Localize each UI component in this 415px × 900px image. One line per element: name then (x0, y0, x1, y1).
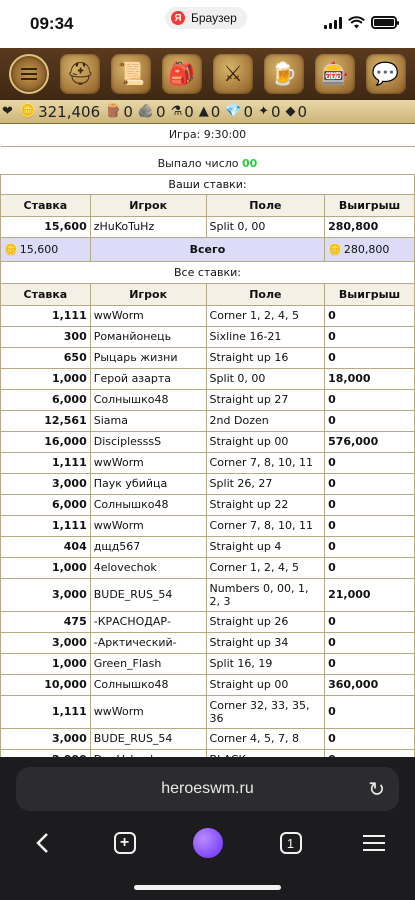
back-button[interactable] (22, 823, 62, 863)
field-cell: Straight up 26 (206, 611, 325, 632)
bet-cell: 1,000 (1, 557, 91, 578)
bet-cell: 475 (1, 611, 91, 632)
resource-value: 0 (297, 102, 308, 121)
bet-cell: 1,000 (1, 368, 91, 389)
player-cell[interactable]: zHuKoTuHz (90, 216, 206, 237)
player-cell[interactable]: дщд567 (90, 536, 206, 557)
clock: 09:34 (30, 14, 74, 33)
tabs-button[interactable] (271, 823, 311, 863)
bet-cell: 16,000 (1, 431, 91, 452)
win-cell: 0 (325, 536, 415, 557)
wood-resource (105, 103, 133, 121)
wifi-icon (348, 17, 365, 29)
win-cell: 18,000 (325, 368, 415, 389)
ore-icon: 🪨 (137, 104, 155, 119)
table-row (1, 216, 415, 237)
col-bet: Ставка (1, 283, 91, 305)
resource-value: 0 (210, 102, 221, 121)
table-row (1, 326, 415, 347)
game-top-menu (0, 48, 415, 100)
drawn-number-label: Выпало число (157, 157, 239, 171)
bet-cell: 1,111 (1, 305, 91, 326)
wood-icon: 🪵 (105, 104, 122, 119)
gems-resource (258, 103, 280, 121)
table-row (1, 305, 415, 326)
sulfur-icon: ▲ (198, 104, 209, 119)
bet-cell: 6,000 (1, 494, 91, 515)
col-player: Игрок (90, 283, 206, 305)
knight-helmet-icon: ⛑ (66, 61, 95, 87)
table-row (1, 611, 415, 632)
bag-button[interactable] (162, 54, 202, 94)
bet-cell: 10,000 (1, 674, 91, 695)
game-time: Игра: 9:30:00 (1, 124, 415, 146)
field-cell: Straight up 4 (206, 536, 325, 557)
bet-cell: 1,111 (1, 695, 91, 728)
player-cell[interactable]: wwWorm (90, 695, 206, 728)
home-indicator (134, 885, 281, 890)
gold-icon: 🪙 (19, 104, 37, 119)
bet-cell: 15,600 (1, 216, 91, 237)
chat-icon: 💬 (371, 61, 400, 87)
win-cell: 576,000 (325, 431, 415, 452)
resource-value: 0 (243, 102, 254, 121)
win-cell: 0 (325, 326, 415, 347)
resource-value: 0 (270, 102, 281, 121)
your-bets-title: Ваши ставки: (1, 174, 415, 194)
ore-resource (138, 103, 166, 121)
bet-cell: 12,561 (1, 410, 91, 431)
field-cell: 2nd Dozen (206, 410, 325, 431)
field-cell: Corner 1, 2, 4, 5 (206, 557, 325, 578)
bet-cell: 300 (1, 326, 91, 347)
tabs-count: 1 (280, 832, 302, 854)
win-cell: 0 (325, 632, 415, 653)
drawn-number-line (1, 154, 415, 174)
drawn-number: 00 (242, 157, 258, 171)
field-cell: Corner 32, 33, 35, 36 (206, 695, 325, 728)
bet-cell: 404 (1, 536, 91, 557)
table-row (1, 674, 415, 695)
resource-value: 0 (156, 102, 166, 121)
field-cell: Straight up 00 (206, 674, 325, 695)
roulette-icon: 🎰 (320, 61, 349, 87)
player-cell[interactable]: -Арктический- (90, 632, 206, 653)
hamburger-icon (363, 842, 385, 844)
address-bar[interactable] (16, 767, 399, 811)
player-cell[interactable]: Солнышко48 (90, 389, 206, 410)
roulette-button[interactable] (315, 54, 355, 94)
table-row (1, 431, 415, 452)
battery-icon (371, 16, 397, 29)
alice-assistant-icon (193, 828, 223, 858)
col-win: Выигрыш (325, 194, 415, 216)
player-cell[interactable]: BUDE_RUS_54 (90, 728, 206, 749)
bet-cell: 6,000 (1, 389, 91, 410)
field-cell: Corner 7, 8, 10, 11 (206, 515, 325, 536)
browser-label: Браузер (191, 11, 237, 25)
field-cell: Corner 4, 5, 7, 8 (206, 728, 325, 749)
table-row (1, 653, 415, 674)
crystal-icon: 💎 (225, 104, 242, 119)
field-cell: Corner 7, 8, 10, 11 (206, 452, 325, 473)
player-cell[interactable]: 4elovechok (90, 557, 206, 578)
roulette-results (0, 124, 415, 757)
field-cell: Numbers 0, 00, 1, 2, 3 (206, 578, 325, 611)
table-row (1, 557, 415, 578)
table-row (1, 494, 415, 515)
total-bet: 🪙 15,600 (1, 237, 91, 261)
col-field: Поле (206, 283, 325, 305)
tavern-button[interactable] (264, 54, 304, 94)
field-cell: Corner 1, 2, 4, 5 (206, 305, 325, 326)
player-cell[interactable]: Солнышко48 (90, 674, 206, 695)
all-bets-title: Все ставки: (1, 261, 415, 283)
chat-button[interactable] (366, 54, 406, 94)
player-cell[interactable]: wwWorm (90, 515, 206, 536)
status-bar (0, 0, 415, 48)
gems-icon: ✦ (258, 104, 269, 119)
table-row (1, 410, 415, 431)
col-bet: Ставка (1, 194, 91, 216)
resource-value: 0 (184, 102, 194, 121)
bet-cell: 3,000 (1, 473, 91, 494)
table-row (1, 515, 415, 536)
field-cell: Straight up 27 (206, 389, 325, 410)
field-cell: Split 0, 00 (206, 368, 325, 389)
bet-cell: 3,000 (1, 632, 91, 653)
win-cell: 0 (325, 695, 415, 728)
bet-cell: 1,000 (1, 653, 91, 674)
bets-table (0, 124, 415, 771)
table-row (1, 347, 415, 368)
player-cell[interactable]: Герой азарта (90, 368, 206, 389)
table-row (1, 368, 415, 389)
field-cell: Straight up 22 (206, 494, 325, 515)
win-cell: 0 (325, 305, 415, 326)
bet-cell: 3,000 (1, 728, 91, 749)
gold-icon: 🪙 (4, 242, 18, 256)
win-cell: 280,800 (325, 216, 415, 237)
win-cell: 0 (325, 347, 415, 368)
crossed-swords-icon: ⚔ (223, 61, 243, 87)
system-icons (324, 16, 397, 29)
browser-bottom-bar (0, 757, 415, 900)
table-row (1, 452, 415, 473)
resource-value: 321,406 (38, 102, 101, 121)
player-cell[interactable]: Романйонець (90, 326, 206, 347)
total-row (1, 237, 415, 261)
table-row (1, 695, 415, 728)
browser-indicator[interactable] (165, 7, 247, 29)
player-cell[interactable]: Green_Flash (90, 653, 206, 674)
map-scroll-button[interactable] (111, 54, 151, 94)
player-cell[interactable]: wwWorm (90, 305, 206, 326)
win-cell: 360,000 (325, 674, 415, 695)
health-resource (2, 104, 15, 119)
reload-icon[interactable]: ↻ (368, 779, 385, 801)
table-row (1, 389, 415, 410)
bet-cell: 1,111 (1, 452, 91, 473)
bet-cell: 650 (1, 347, 91, 368)
map-scroll-icon: 📜 (117, 61, 145, 87)
new-tab-button[interactable] (105, 823, 145, 863)
field-cell: Straight up 00 (206, 431, 325, 452)
cellular-signal-icon (324, 17, 342, 29)
table-row (1, 728, 415, 749)
diamond-icon: ◆ (285, 104, 296, 119)
health-icon: ❤ (2, 104, 13, 119)
yandex-logo-icon: Я (171, 11, 185, 25)
resource-bar (0, 100, 415, 124)
plus-icon: + (114, 832, 136, 854)
player-cell[interactable]: DisciplesssS (90, 431, 206, 452)
win-cell: 0 (325, 515, 415, 536)
table-row (1, 536, 415, 557)
knight-helmet-button[interactable] (60, 54, 100, 94)
table-row (1, 632, 415, 653)
player-cell[interactable]: Рыцарь жизни (90, 347, 206, 368)
col-win: Выигрыш (325, 283, 415, 305)
win-cell: 0 (325, 728, 415, 749)
player-cell[interactable]: Паук убийца (90, 473, 206, 494)
table-row (1, 578, 415, 611)
hamburger-icon (21, 73, 37, 75)
diamond-resource (286, 103, 308, 121)
chevron-left-icon (35, 832, 49, 854)
bag-icon: 🎒 (168, 61, 196, 87)
sulfur-resource (199, 103, 221, 121)
win-cell: 0 (325, 473, 415, 494)
win-cell: 0 (325, 389, 415, 410)
main-menu-button[interactable] (9, 54, 49, 94)
field-cell: Split 16, 19 (206, 653, 325, 674)
bet-cell: 1,111 (1, 515, 91, 536)
player-cell[interactable]: -КРАСНОДАР- (90, 611, 206, 632)
field-cell: Straight up 34 (206, 632, 325, 653)
win-cell: 21,000 (325, 578, 415, 611)
crossed-swords-button[interactable] (213, 54, 253, 94)
gold-resource (20, 103, 100, 121)
win-cell: 0 (325, 452, 415, 473)
win-cell: 0 (325, 557, 415, 578)
player-cell[interactable]: Siama (90, 410, 206, 431)
field-cell: Sixline 16-21 (206, 326, 325, 347)
player-cell[interactable]: wwWorm (90, 452, 206, 473)
resource-value: 0 (123, 102, 133, 121)
win-cell: 0 (325, 611, 415, 632)
gold-icon: 🪙 (328, 242, 342, 256)
col-player: Игрок (90, 194, 206, 216)
field-cell: Split 0, 00 (206, 216, 325, 237)
total-label: Всего (90, 237, 324, 261)
url-text: heroeswm.ru (161, 780, 254, 797)
menu-button[interactable] (354, 823, 394, 863)
field-cell: Split 26, 27 (206, 473, 325, 494)
field-cell: Straight up 16 (206, 347, 325, 368)
total-win: 🪙 280,800 (325, 237, 415, 261)
mercury-icon: ⚗ (170, 104, 183, 119)
browser-nav (0, 823, 415, 863)
win-cell: 0 (325, 653, 415, 674)
bet-cell: 3,000 (1, 578, 91, 611)
alice-button[interactable] (188, 823, 228, 863)
table-row (1, 473, 415, 494)
win-cell: 0 (325, 410, 415, 431)
win-cell: 0 (325, 494, 415, 515)
tavern-icon: 🍺 (270, 61, 298, 87)
player-cell[interactable]: Солнышко48 (90, 494, 206, 515)
player-cell[interactable]: BUDE_RUS_54 (90, 578, 206, 611)
mercury-resource (171, 103, 194, 121)
crystal-resource (225, 103, 253, 121)
col-field: Поле (206, 194, 325, 216)
